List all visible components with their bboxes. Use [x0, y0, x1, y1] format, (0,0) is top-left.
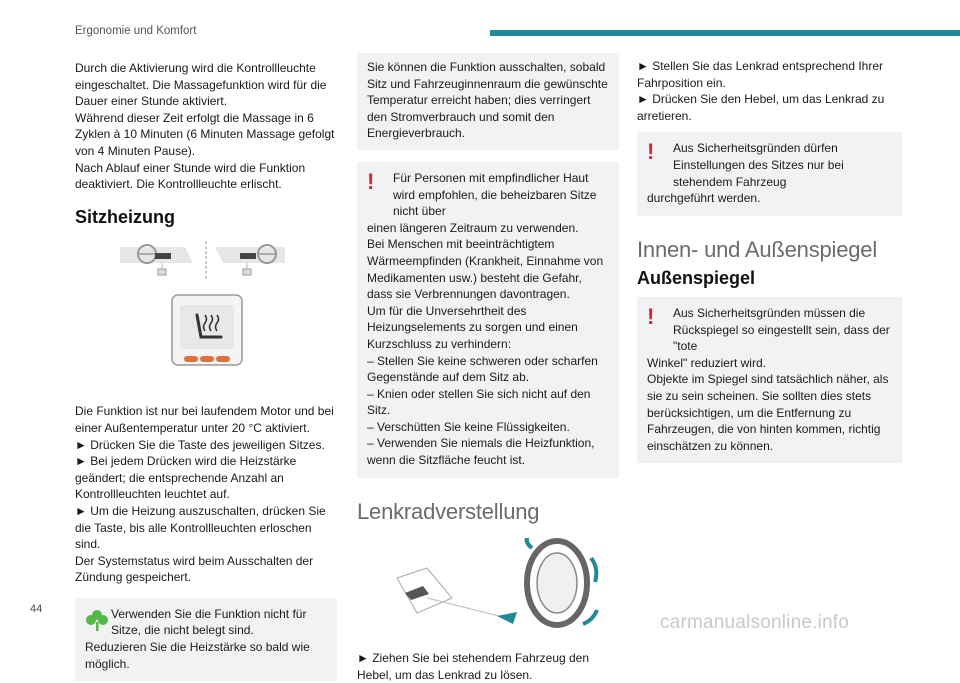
column-middle — [357, 53, 619, 683]
massage-paragraph-2: Während dieser Zeit erfolgt die Massage in 6 Zyklen à 10 Minuten (6 Minuten Massage gefolgt von 4 Minuten Pause). — [75, 110, 335, 158]
seat-heating-step-3: ► Um die Heizung auszuschalten, drücken Sie die Taste, bis alle Kontrollleuchten erloschen sind. — [75, 503, 326, 552]
warning-mirror-line-1: Winkel" reduziert wird. — [647, 355, 766, 370]
steering-adjustment-illustration — [357, 538, 619, 638]
eco-note-text: Reduzieren Sie die Heizstärke so bald wie möglich. — [85, 640, 310, 671]
seat-heating-button-icon — [172, 295, 242, 365]
massage-paragraph-3: Nach Ablauf einer Stunde wird die Funktion deaktiviert. Die Kontrollleuchte erlischt. — [75, 160, 306, 192]
seat-heating-step-2: ► Bei jedem Drücken wird die Heizstärke geändert; die entsprechende Anzahl an Kontrollleuchten leuchtet auf. — [75, 454, 297, 502]
warning-heating-lead: Für Personen mit empfindlicher Haut wird empfohlen, die beheizbaren Sitze nicht über — [393, 170, 597, 219]
energy-note-text: Sie können die Funktion ausschalten, sobald Sitz und Fahrzeuginnenraum die gewünschte Temperatur erreicht haben; dies verringert den Stromverbrauch und somit den Energieverbrauch. — [367, 60, 608, 141]
site-watermark: carmanualsonline.info — [660, 612, 850, 633]
warning-mirror-lead: Aus Sicherheitsgründen müssen die Rückspiegel so eingestellt sein, dass der "tote — [673, 305, 890, 354]
eco-note-lead: Verwenden Sie die Funktion nicht für Sitze, die nicht belegt sind. — [111, 606, 307, 638]
section-heading-exterior-mirrors: Außenspiegel — [637, 268, 756, 289]
header-accent-bar — [490, 30, 960, 36]
warning-heating-line-5: – Knien oder stellen Sie sich nicht auf den Sitz. — [367, 386, 591, 418]
warning-seat-lead: Aus Sicherheitsgründen dürfen Einstellungen des Sitzes nur bei stehendem Fahrzeug — [673, 141, 844, 189]
warning-box-heating — [357, 162, 619, 478]
energy-note-box — [357, 53, 619, 150]
warning-heating-line-7: – Verwenden Sie niemals die Heizfunktion, wenn die Sitzfläche feucht ist. — [367, 436, 595, 468]
running-header: Ergonomie und Komfort — [75, 25, 197, 37]
warning-heating-line-6: – Verschütten Sie keine Flüssigkeiten. — [367, 419, 570, 434]
warning-exclamation-icon: ! — [647, 139, 655, 165]
seat-heating-paragraph-2: Der Systemstatus wird beim Ausschalten der Zündung gespeichert. — [75, 553, 314, 585]
steering-wheel-icon — [527, 538, 597, 625]
steering-step-1: ► Ziehen Sie bei stehendem Fahrzeug den Hebel, um das Lenkrad zu lösen. — [357, 651, 590, 682]
eco-leaf-icon — [85, 606, 111, 639]
steering-column-lever-icon — [397, 568, 517, 624]
warning-box-seat-adjust — [637, 132, 902, 215]
steering-step-3: ► Drücken Sie den Hebel, um das Lenkrad zu arretieren. — [637, 92, 885, 123]
left-seat-dashboard-icon — [120, 245, 193, 275]
section-heading-seat-heating: Sitzheizung — [75, 206, 175, 227]
section-heading-steering: Lenkradverstellung — [357, 498, 540, 524]
seat-heating-illustration — [75, 235, 337, 395]
massage-paragraph-1: Durch die Aktivierung wird die Kontrollleuchte eingeschaltet. Die Massagefunktion wird für die Dauer einer Stunde aktiviert. — [75, 61, 327, 109]
steering-step-2: ► Stellen Sie das Lenkrad entsprechend Ihrer Fahrposition ein. — [637, 59, 884, 90]
warning-mirror-line-2: Objekte im Spiegel sind tatsächlich näher, als sie zu sein scheinen. Sie sollten dies stets berücksichtigen, um die Entfernung zu Fahrzeugen, die von hinten kommen, richtig einschätzen zu können. — [647, 372, 889, 453]
section-heading-mirrors: Innen- und Außenspiegel — [637, 236, 878, 262]
warning-exclamation-icon: ! — [367, 168, 375, 194]
warning-heating-line-4: – Stellen Sie keine schweren oder scharfen Gegenstände auf dem Sitz ab. — [367, 353, 598, 385]
warning-exclamation-icon: ! — [647, 303, 655, 329]
warning-box-mirrors — [637, 297, 902, 463]
warning-heating-line-2: Bei Menschen mit beeinträchtigtem Wärmeempfinden (Krankheit, Einnahme von Medikamenten usw.) besteht die Gefahr, dass sie Verbrennungen davontragen. — [367, 237, 604, 302]
seat-heating-step-1: ► Drücken Sie die Taste des jeweiligen Sitzes. — [75, 437, 325, 452]
warning-heating-line-3: Um für die Unversehrtheit des Heizungselements zu sorgen und einen Kurzschluss zu verhindern: — [367, 303, 578, 351]
column-right — [637, 58, 902, 463]
page-number: 44 — [30, 603, 43, 615]
seat-heating-paragraph-1: Die Funktion ist nur bei laufendem Motor und bei einer Außentemperatur unter 20 °C aktiviert. — [75, 404, 334, 435]
column-left — [75, 60, 337, 681]
warning-heating-line-1: einen längeren Zeitraum zu verwenden. — [367, 220, 579, 235]
warning-seat-rest: durchgeführt werden. — [647, 191, 761, 206]
right-seat-dashboard-icon — [215, 245, 285, 275]
